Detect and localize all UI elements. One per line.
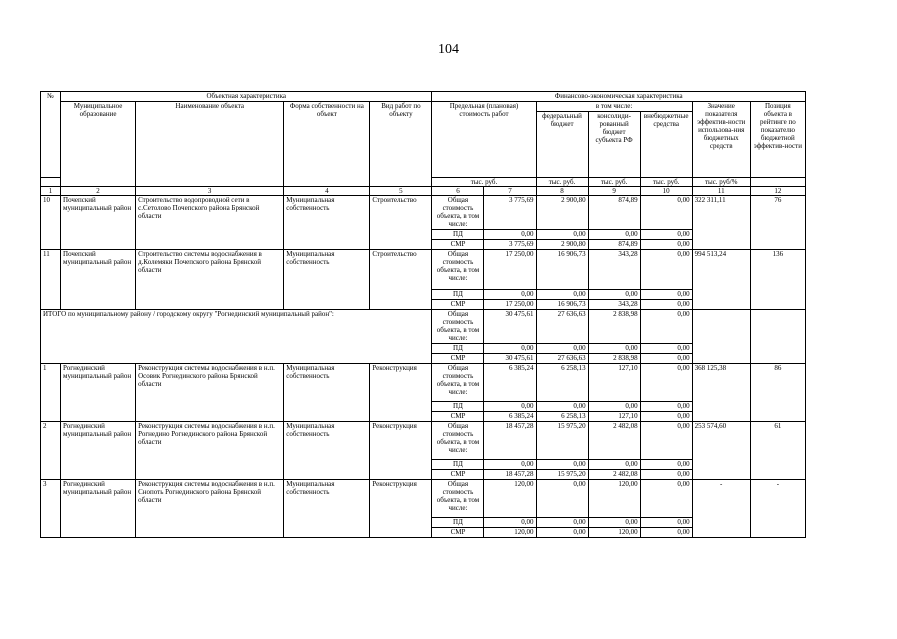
smr-federal: 15 975,20 bbox=[536, 470, 588, 480]
col-number: 1 bbox=[41, 187, 61, 196]
indicator-value: - bbox=[692, 480, 750, 538]
table-row bbox=[41, 196, 806, 250]
unit-indicator: тыс. руб/% bbox=[692, 178, 750, 187]
total-cost-label: Общая стоимость объекта, в том числе: bbox=[432, 310, 484, 344]
row-work-type: Строительство bbox=[370, 196, 432, 250]
pd-offbudget: 0,00 bbox=[640, 402, 692, 412]
pd-total: 0,00 bbox=[484, 230, 536, 240]
table-row bbox=[41, 422, 806, 480]
offbudget-value: 0,00 bbox=[640, 422, 692, 460]
total-cost-label: Общая стоимость объекта, в том числе: bbox=[432, 480, 484, 518]
smr-offbudget: 0,00 bbox=[640, 240, 692, 250]
row-number: 3 bbox=[41, 480, 61, 538]
smr-federal: 0,00 bbox=[536, 528, 588, 538]
offbudget-value: 0,00 bbox=[640, 310, 692, 344]
header-consolidated-budget: консолиди-рованный бюджет субъекта РФ bbox=[588, 112, 640, 178]
row-municipality: Рогнединский муниципальный район bbox=[61, 480, 136, 538]
col-number: 7 bbox=[484, 187, 536, 196]
rating-position: - bbox=[750, 480, 805, 538]
pd-offbudget: 0,00 bbox=[640, 290, 692, 300]
col-number: 10 bbox=[640, 187, 692, 196]
col-number: 5 bbox=[370, 187, 432, 196]
smr-total: 6 385,24 bbox=[484, 412, 536, 422]
header-work-type: Вид работ по объекту bbox=[370, 102, 432, 187]
total-cost-value: 17 250,00 bbox=[484, 250, 536, 290]
table-row bbox=[41, 364, 806, 422]
smr-label: СМР bbox=[432, 354, 484, 364]
consolidated-value: 127,10 bbox=[588, 364, 640, 402]
federal-value: 27 636,63 bbox=[536, 310, 588, 344]
smr-total: 30 475,61 bbox=[484, 354, 536, 364]
smr-label: СМР bbox=[432, 412, 484, 422]
smr-consolidated: 343,28 bbox=[588, 300, 640, 310]
col-number: 11 bbox=[692, 187, 750, 196]
smr-label: СМР bbox=[432, 300, 484, 310]
pd-offbudget: 0,00 bbox=[640, 344, 692, 354]
row-work-type: Реконструкция bbox=[370, 480, 432, 538]
row-object-name: Строительство водопроводной сети в с.Сетолово Почепского района Брянской области bbox=[136, 196, 284, 250]
pd-federal: 0,00 bbox=[536, 402, 588, 412]
offbudget-value: 0,00 bbox=[640, 364, 692, 402]
header-rating-position: Позиция объекта в рейтинге по показателю бюджетной эффектив-ности bbox=[750, 102, 805, 178]
header-municipality: Муниципальное образование bbox=[61, 102, 136, 187]
total-cost-label: Общая стоимость объекта, в том числе: bbox=[432, 196, 484, 230]
pd-label: ПД bbox=[432, 230, 484, 240]
row-number: 11 bbox=[41, 250, 61, 310]
total-cost-value: 3 775,69 bbox=[484, 196, 536, 230]
row-municipality: Почепский муниципальный район bbox=[61, 250, 136, 310]
row-object-name: Строительство системы водоснабжения в д.Колемяки Почепского района Брянской области bbox=[136, 250, 284, 310]
federal-value: 2 900,80 bbox=[536, 196, 588, 230]
pd-label: ПД bbox=[432, 518, 484, 528]
smr-total: 3 775,69 bbox=[484, 240, 536, 250]
indicator-value: 322 311,11 bbox=[692, 196, 750, 250]
consolidated-value: 120,00 bbox=[588, 480, 640, 518]
pd-label: ПД bbox=[432, 290, 484, 300]
row-municipality: Рогнединский муниципальный район bbox=[61, 364, 136, 422]
row-work-type: Реконструкция bbox=[370, 364, 432, 422]
indicator-value: 368 125,38 bbox=[692, 364, 750, 422]
col-number: 3 bbox=[136, 187, 284, 196]
offbudget-value: 0,00 bbox=[640, 480, 692, 518]
total-cost-label: Общая стоимость объекта, в том числе: bbox=[432, 364, 484, 402]
row-number: 2 bbox=[41, 422, 61, 480]
header-including: в том числе: bbox=[536, 102, 692, 112]
total-cost-label: Общая стоимость объекта, в том числе: bbox=[432, 422, 484, 460]
pd-consolidated: 0,00 bbox=[588, 518, 640, 528]
smr-federal: 16 906,73 bbox=[536, 300, 588, 310]
pd-label: ПД bbox=[432, 344, 484, 354]
col-number: 6 bbox=[432, 187, 484, 196]
row-object-name: Реконструкция системы водоснабжения в н.п. Снопоть Рогнединского района Брянской области bbox=[136, 480, 284, 538]
pd-consolidated: 0,00 bbox=[588, 230, 640, 240]
pd-consolidated: 0,00 bbox=[588, 402, 640, 412]
offbudget-value: 0,00 bbox=[640, 196, 692, 230]
smr-total: 120,00 bbox=[484, 528, 536, 538]
smr-consolidated: 120,00 bbox=[588, 528, 640, 538]
smr-offbudget: 0,00 bbox=[640, 412, 692, 422]
smr-total: 17 250,00 bbox=[484, 300, 536, 310]
total-cost-value: 30 475,61 bbox=[484, 310, 536, 344]
col-number: 8 bbox=[536, 187, 588, 196]
pd-consolidated: 0,00 bbox=[588, 460, 640, 470]
smr-label: СМР bbox=[432, 240, 484, 250]
smr-consolidated: 2 838,98 bbox=[588, 354, 640, 364]
row-object-name: Реконструкция системы водоснабжения в н.п. Рогнедино Рогнединского района Брянской области bbox=[136, 422, 284, 480]
row-municipality: Рогнединский муниципальный район bbox=[61, 422, 136, 480]
smr-consolidated: 127,10 bbox=[588, 412, 640, 422]
pd-offbudget: 0,00 bbox=[640, 460, 692, 470]
federal-value: 0,00 bbox=[536, 480, 588, 518]
total-cost-value: 18 457,28 bbox=[484, 422, 536, 460]
offbudget-value: 0,00 bbox=[640, 250, 692, 290]
pd-total: 0,00 bbox=[484, 402, 536, 412]
smr-offbudget: 0,00 bbox=[640, 300, 692, 310]
smr-label: СМР bbox=[432, 470, 484, 480]
rating-position: 136 bbox=[750, 250, 805, 310]
total-cost-value: 6 385,24 bbox=[484, 364, 536, 402]
smr-federal: 27 636,63 bbox=[536, 354, 588, 364]
smr-label: СМР bbox=[432, 528, 484, 538]
pd-total: 0,00 bbox=[484, 460, 536, 470]
row-work-type: Реконструкция bbox=[370, 422, 432, 480]
pd-label: ПД bbox=[432, 402, 484, 412]
indicator-value: 253 574,60 bbox=[692, 422, 750, 480]
unit-consolidated: тыс. руб. bbox=[588, 178, 640, 187]
col-number: 9 bbox=[588, 187, 640, 196]
smr-federal: 2 900,80 bbox=[536, 240, 588, 250]
pd-federal: 0,00 bbox=[536, 290, 588, 300]
header-federal-budget: федеральный бюджет bbox=[536, 112, 588, 178]
header-indicator-value: Значение показателя эффектив-ности использова-ния бюджетных средств bbox=[692, 102, 750, 178]
rating-position: 61 bbox=[750, 422, 805, 480]
smr-consolidated: 2 482,08 bbox=[588, 470, 640, 480]
pd-federal: 0,00 bbox=[536, 230, 588, 240]
pd-federal: 0,00 bbox=[536, 344, 588, 354]
row-ownership: Муниципальная собственность bbox=[284, 364, 370, 422]
row-municipality: Почепский муниципальный район bbox=[61, 196, 136, 250]
header-total-cost: Предельная (плановая) стоимость работ bbox=[432, 102, 536, 178]
col-number: 12 bbox=[750, 187, 805, 196]
header-financial-characteristic: Финансово-экономическая характеристика bbox=[432, 92, 806, 102]
investment-table bbox=[40, 91, 806, 538]
row-number: 10 bbox=[41, 196, 61, 250]
itogo-label: ИТОГО по муниципальному району / городскому округу "Рогнединский муниципальный район": bbox=[41, 310, 432, 364]
pd-offbudget: 0,00 bbox=[640, 230, 692, 240]
consolidated-value: 343,28 bbox=[588, 250, 640, 290]
smr-total: 18 457,28 bbox=[484, 470, 536, 480]
pd-offbudget: 0,00 bbox=[640, 518, 692, 528]
header-offbudget-funds: внебюджетные средства bbox=[640, 112, 692, 178]
smr-offbudget: 0,00 bbox=[640, 528, 692, 538]
consolidated-value: 874,89 bbox=[588, 196, 640, 230]
col-number: 2 bbox=[61, 187, 136, 196]
header-ownership: Форма собственности на объект bbox=[284, 102, 370, 187]
pd-total: 0,00 bbox=[484, 518, 536, 528]
rating-position: 76 bbox=[750, 196, 805, 250]
col-number: 4 bbox=[284, 187, 370, 196]
pd-total: 0,00 bbox=[484, 290, 536, 300]
federal-value: 6 258,13 bbox=[536, 364, 588, 402]
header-object-name: Наименование объекта bbox=[136, 102, 284, 187]
federal-value: 15 975,20 bbox=[536, 422, 588, 460]
total-cost-value: 120,00 bbox=[484, 480, 536, 518]
row-work-type: Строительство bbox=[370, 250, 432, 310]
pd-federal: 0,00 bbox=[536, 518, 588, 528]
total-cost-label: Общая стоимость объекта, в том числе: bbox=[432, 250, 484, 290]
row-object-name: Реконструкция системы водоснабжения в н.п. Осовик Рогнединского района Брянской области bbox=[136, 364, 284, 422]
consolidated-value: 2 838,98 bbox=[588, 310, 640, 344]
pd-label: ПД bbox=[432, 460, 484, 470]
header-no: № bbox=[41, 92, 61, 178]
federal-value: 16 906,73 bbox=[536, 250, 588, 290]
smr-offbudget: 0,00 bbox=[640, 354, 692, 364]
header-object-characteristic: Объектная характеристика bbox=[61, 92, 432, 102]
table-row bbox=[41, 480, 806, 538]
row-ownership: Муниципальная собственность bbox=[284, 250, 370, 310]
row-ownership: Муниципальная собственность bbox=[284, 422, 370, 480]
pd-consolidated: 0,00 bbox=[588, 290, 640, 300]
unit-offbudget: тыс. руб. bbox=[640, 178, 692, 187]
rating-position: 86 bbox=[750, 364, 805, 422]
consolidated-value: 2 482,08 bbox=[588, 422, 640, 460]
column-number-row bbox=[41, 187, 806, 196]
row-ownership: Муниципальная собственность bbox=[284, 480, 370, 538]
smr-offbudget: 0,00 bbox=[640, 470, 692, 480]
pd-federal: 0,00 bbox=[536, 460, 588, 470]
smr-federal: 6 258,13 bbox=[536, 412, 588, 422]
page-number: 104 bbox=[438, 42, 459, 57]
pd-total: 0,00 bbox=[484, 344, 536, 354]
pd-consolidated: 0,00 bbox=[588, 344, 640, 354]
indicator-value: 994 513,24 bbox=[692, 250, 750, 310]
unit-total-cost: тыс. руб. bbox=[432, 178, 536, 187]
itogo-row bbox=[41, 310, 806, 364]
unit-federal: тыс. руб. bbox=[536, 178, 588, 187]
row-ownership: Муниципальная собственность bbox=[284, 196, 370, 250]
row-number: 1 bbox=[41, 364, 61, 422]
smr-consolidated: 874,89 bbox=[588, 240, 640, 250]
table-row bbox=[41, 250, 806, 310]
